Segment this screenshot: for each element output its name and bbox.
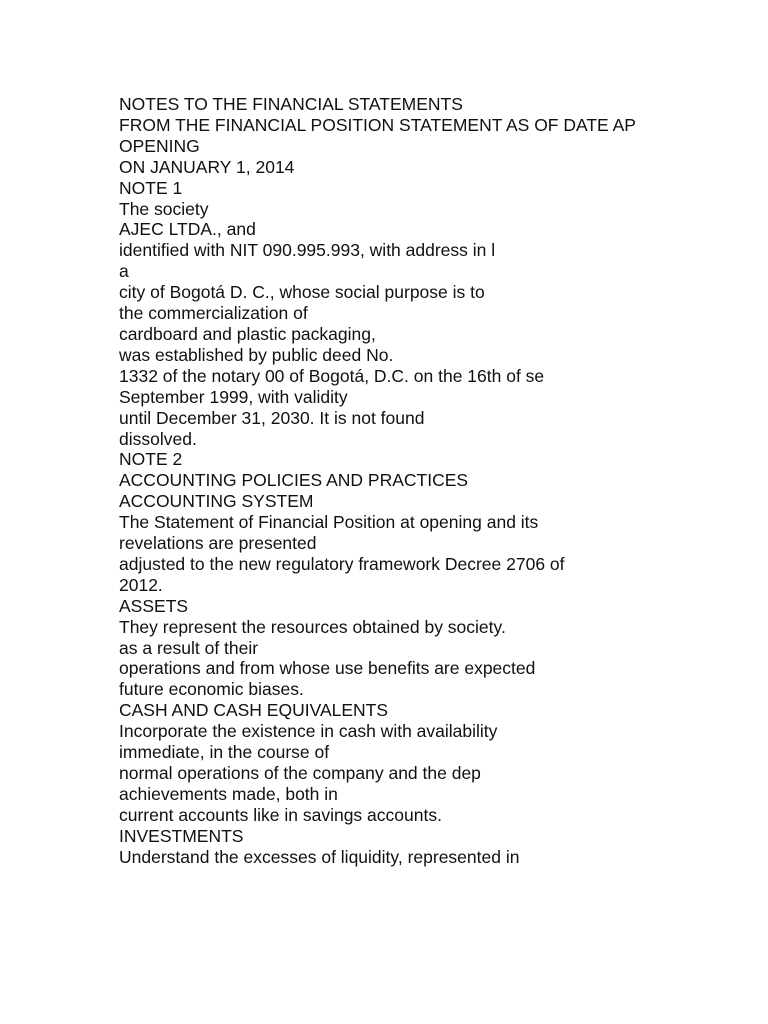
document-body: [119, 94, 739, 868]
body-text-line: city of Bogotá D. C., whose social purpose is to: [119, 282, 485, 303]
document-subtitle: FROM THE FINANCIAL POSITION STATEMENT AS OF DATE AP: [119, 114, 636, 135]
body-text-line: current accounts like in savings accounts.: [119, 804, 442, 825]
body-text-line: 2012.: [119, 574, 163, 595]
section-heading: ASSETS: [119, 595, 189, 616]
body-text-line: a: [119, 261, 129, 282]
body-text-line: They represent the resources obtained by society.: [119, 616, 506, 637]
body-text-line: immediate, in the course of: [119, 742, 330, 763]
body-text-line: dissolved.: [119, 428, 197, 449]
body-text-line: revelations are presented: [119, 533, 317, 554]
section-heading: CASH AND CASH EQUIVALENTS: [119, 700, 389, 721]
body-text-line: until December 31, 2030. It is not found: [119, 407, 425, 428]
body-text-line: identified with NIT 090.995.993, with address in l: [119, 240, 496, 261]
body-text-line: Incorporate the existence in cash with availability: [119, 721, 498, 742]
document-date-line: ON JANUARY 1, 2014: [119, 156, 295, 177]
body-text-line: operations and from whose use benefits are expected: [119, 658, 536, 679]
note-heading: NOTE 1: [119, 177, 183, 198]
body-text-line: 1332 of the notary 00 of Bogotá, D.C. on the 16th of se: [119, 365, 545, 386]
document-title: NOTES TO THE FINANCIAL STATEMENTS: [119, 94, 463, 114]
body-text-line: Understand the excesses of liquidity, represented in: [119, 846, 520, 867]
body-text-line: The society: [119, 198, 209, 219]
section-heading: ACCOUNTING SYSTEM: [119, 491, 314, 512]
body-text-line: September 1999, with validity: [119, 386, 348, 407]
body-text-line: the commercialization of: [119, 303, 308, 324]
body-text-line: normal operations of the company and the dep: [119, 763, 481, 783]
body-text-line: cardboard and plastic packaging,: [119, 323, 376, 344]
section-heading: INVESTMENTS: [119, 825, 244, 846]
body-text-line: future economic biases.: [119, 679, 304, 700]
body-text-line: as a result of their: [119, 637, 259, 658]
section-heading: ACCOUNTING POLICIES AND PRACTICES: [119, 470, 469, 491]
note-heading: NOTE 2: [119, 449, 183, 470]
body-text-line: The Statement of Financial Position at opening and its: [119, 512, 539, 533]
body-text-line: achievements made, both in: [119, 783, 338, 804]
body-text-line: AJEC LTDA., and: [119, 219, 256, 240]
body-text-line: was established by public deed No.: [119, 344, 394, 365]
body-text-line: adjusted to the new regulatory framework Decree 2706 of: [119, 553, 565, 574]
document-subtitle: OPENING: [119, 135, 200, 156]
